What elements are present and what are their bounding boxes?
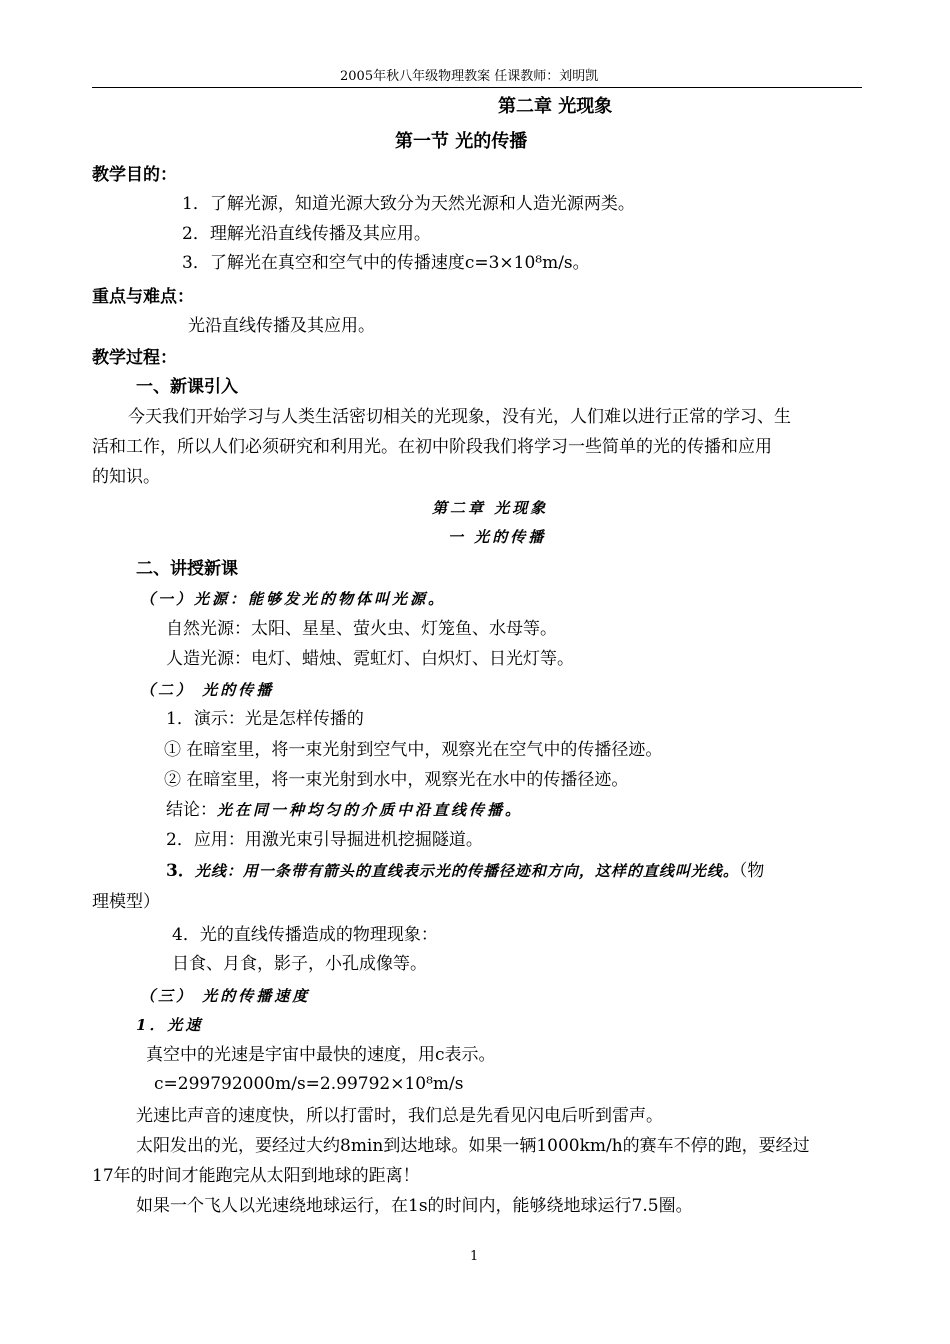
speed-subheading: 1．光速 bbox=[136, 1016, 204, 1034]
page-header: 2005年秋八年级物理教案 任课教师：刘明凯 bbox=[340, 69, 599, 84]
section-title: 第一节 光的传播 bbox=[395, 131, 528, 152]
board-title-line1: 第二章 光现象 bbox=[432, 499, 549, 517]
speed-line: 17年的时间才能跑完从太阳到地球的距离！ bbox=[92, 1166, 420, 1186]
speed-line: 如果一个飞人以光速绕地球运行，在1s的时间内，能够绕地球运行7.5圈。 bbox=[136, 1196, 693, 1216]
objective-item: 2．理解光沿直线传播及其应用。 bbox=[182, 224, 431, 244]
natural-sources: 自然光源：太阳、星星、萤火虫、灯笼鱼、水母等。 bbox=[166, 619, 557, 639]
light-ray-note-cont: 理模型） bbox=[92, 892, 160, 912]
speed-line: 光速比声音的速度快，所以打雷时，我们总是先看见闪电后听到雷声。 bbox=[136, 1106, 663, 1126]
objective-item: 1．了解光源，知道光源大致分为天然光源和人造光源两类。 bbox=[182, 194, 635, 214]
propagation-heading: （二） 光的传播 bbox=[140, 681, 275, 699]
phenomena-heading: 4．光的直线传播造成的物理现象： bbox=[172, 925, 438, 945]
conclusion-text: 光在同一种均匀的介质中沿直线传播。 bbox=[217, 801, 524, 819]
demo-heading: 1．演示：光是怎样传播的 bbox=[166, 709, 364, 729]
light-ray-text: 光线：用一条带有箭头的直线表示光的传播径迹和方向，这样的直线叫光线。 bbox=[194, 862, 739, 880]
process-heading: 教学过程： bbox=[92, 348, 177, 368]
speed-formula: c=299792000m/s=2.99792×10⁸m/s bbox=[154, 1074, 464, 1094]
intro-paragraph-line: 的知识。 bbox=[92, 467, 160, 487]
chapter-title: 第二章 光现象 bbox=[498, 96, 613, 117]
intro-paragraph-line: 今天我们开始学习与人类生活密切相关的光现象，没有光，人们难以进行正常的学习、生 bbox=[128, 407, 791, 427]
light-source-definition: （一）光源：能够发光的物体叫光源。 bbox=[140, 590, 447, 608]
board-title-line2: 一 光的传播 bbox=[448, 528, 547, 546]
light-ray-definition bbox=[166, 860, 764, 882]
conclusion-label: 结论： bbox=[166, 800, 217, 820]
key-points-text: 光沿直线传播及其应用。 bbox=[188, 316, 375, 336]
conclusion bbox=[166, 799, 523, 821]
artificial-sources: 人造光源：电灯、蜡烛、霓虹灯、白炽灯、日光灯等。 bbox=[166, 649, 574, 669]
page-number: 1 bbox=[470, 1249, 479, 1264]
demo-step: ② 在暗室里，将一束光射到水中，观察光在水中的传播径迹。 bbox=[164, 770, 629, 790]
objectives-heading: 教学目的： bbox=[92, 165, 177, 185]
intro-paragraph-line: 活和工作，所以人们必须研究和利用光。在初中阶段我们将学习一些简单的光的传播和应用 bbox=[92, 437, 772, 457]
speed-line: 真空中的光速是宇宙中最快的速度，用c表示。 bbox=[146, 1045, 496, 1065]
phenomena-list: 日食、月食，影子，小孔成像等。 bbox=[172, 954, 427, 974]
light-ray-note: （物 bbox=[738, 861, 765, 881]
objective-item: 3．了解光在真空和空气中的传播速度c=3×10⁸m/s。 bbox=[182, 253, 590, 273]
light-ray-number: 3． bbox=[166, 861, 195, 881]
demo-step: ① 在暗室里，将一束光射到空气中，观察光在空气中的传播径迹。 bbox=[164, 740, 663, 760]
key-points-heading: 重点与难点： bbox=[92, 287, 194, 307]
application: 2．应用：用激光束引导掘进机挖掘隧道。 bbox=[166, 830, 483, 850]
header-rule bbox=[92, 87, 862, 88]
speed-line: 太阳发出的光，要经过大约8min到达地球。如果一辆1000km/h的赛车不停的跑，要经过 bbox=[136, 1136, 810, 1156]
part2-heading: 二、讲授新课 bbox=[136, 559, 238, 579]
part1-heading: 一、新课引入 bbox=[136, 377, 238, 397]
speed-heading: （三） 光的传播速度 bbox=[140, 987, 311, 1005]
